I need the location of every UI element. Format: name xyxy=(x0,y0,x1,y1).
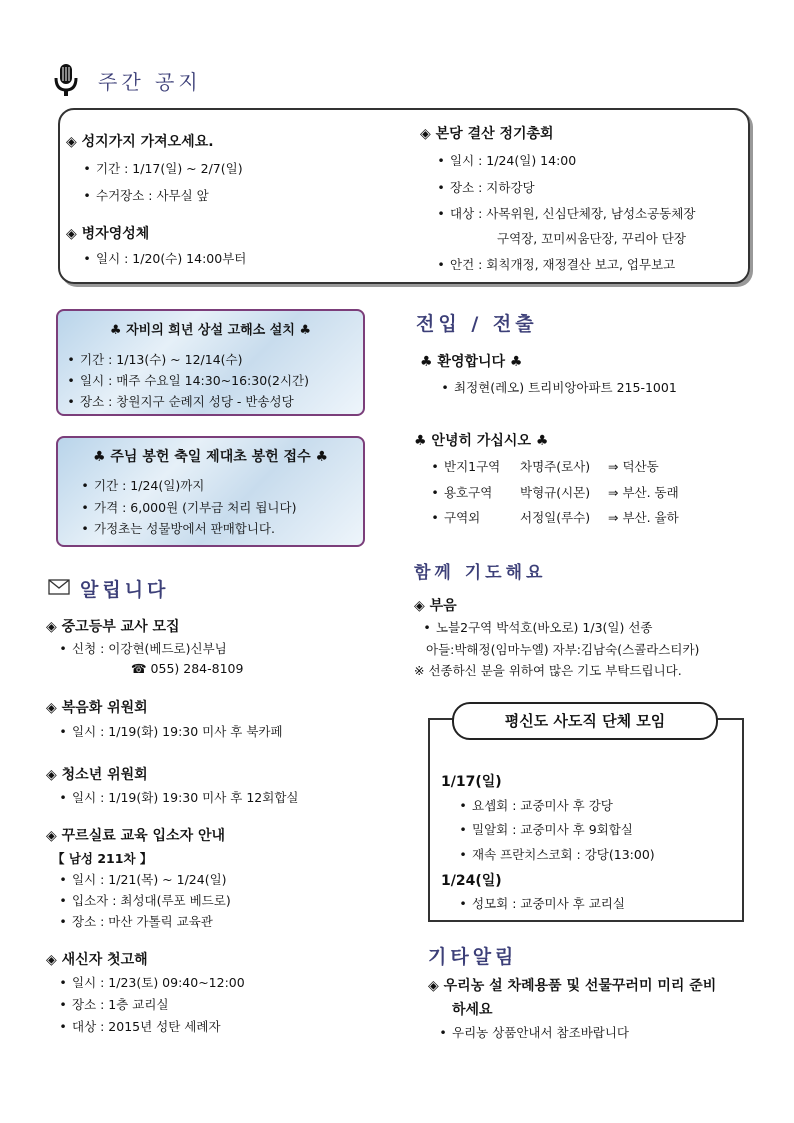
list-item: • 대상 : 2015년 성탄 세례자 xyxy=(59,1019,221,1034)
list-item: • 안건 : 회칙개정, 재정결산 보고, 업무보고 xyxy=(437,257,676,272)
list-item: • 장소 : 1층 교리실 xyxy=(59,997,169,1012)
list-item: • 일시 : 1/24(일) 14:00 xyxy=(437,153,577,168)
notice-head-assembly: ◈ 본당 결산 정기총회 xyxy=(420,126,554,142)
list-item: • 기간 : 1/17(일) ~ 2/7(일) xyxy=(83,161,243,176)
list-item: • 신청 : 이강현(베드로)신부님 xyxy=(59,641,227,656)
microphone-icon xyxy=(52,62,80,98)
group-date: 1/24(일) xyxy=(441,873,502,889)
candle-title: ♣ 주님 봉헌 축일 제대초 봉헌 접수 ♣ xyxy=(92,449,329,465)
table-row: • 반지1구역 차명주(로사) ⇒ 덕산동 xyxy=(431,459,659,474)
etc-head: ◈ 우리농 설 차례용품 및 선물꾸러미 미리 준비 xyxy=(428,978,717,994)
notice-head-teacher: ◈ 중고등부 교사 모집 xyxy=(46,619,180,635)
etc-head-continuation: 하세요 xyxy=(452,1002,493,1018)
welcome-head: ♣ 환영합니다 ♣ xyxy=(420,354,523,370)
transfer-title: 전입 / 전출 xyxy=(416,313,538,335)
list-item: • 장소 : 창원지구 순례지 성당 - 반송성당 xyxy=(67,394,294,409)
prayer-title: 함께 기도해요 xyxy=(414,563,547,583)
list-item: • 장소 : 지하강당 xyxy=(437,180,535,195)
farewell-head: ♣ 안녕히 가십시오 ♣ xyxy=(414,433,549,449)
cursillo-subtitle: 【 남성 211차 】 xyxy=(52,851,153,866)
list-item: • 밀알회 : 교중미사 후 9회합실 xyxy=(459,822,633,837)
weekly-notice-title: 주간 공지 xyxy=(98,70,202,94)
list-item: • 기간 : 1/13(수) ~ 12/14(수) xyxy=(67,352,243,367)
list-item-continuation: 구역장, 꼬미씨움단장, 꾸리아 단장 xyxy=(497,231,686,246)
list-item: • 노블2구역 박석호(바오로) 1/3(일) 선종 xyxy=(423,620,653,635)
list-item: • 일시 : 1/21(목) ~ 1/24(일) xyxy=(59,872,227,887)
list-item: • 가정초는 성물방에서 판매합니다. xyxy=(81,521,275,536)
list-item: • 가격 : 6,000원 (기부금 처리 됩니다) xyxy=(81,500,297,515)
confession-title: ♣ 자비의 희년 상설 고해소 설치 ♣ xyxy=(109,323,312,338)
notice-head-palm: ◈ 성지가지 가져오세요. xyxy=(66,134,214,150)
list-item: • 요셉회 : 교중미사 후 강당 xyxy=(459,798,613,813)
list-item: • 일시 : 1/19(화) 19:30 미사 후 북카페 xyxy=(59,724,283,739)
table-row: • 용호구역 박형규(시몬) ⇒ 부산. 동래 xyxy=(431,485,679,500)
list-item: • 우리농 상품안내서 참조바랍니다 xyxy=(439,1025,629,1040)
list-item: • 최정현(레오) 트리비앙아파트 215-1001 xyxy=(441,380,677,395)
notice-head-sick: ◈ 병자영성체 xyxy=(66,226,150,242)
group-date: 1/17(일) xyxy=(441,774,502,790)
obituary-request: ※ 선종하신 분을 위하여 많은 기도 부탁드립니다. xyxy=(414,663,682,678)
list-item: • 재속 프란치스코회 : 강당(13:00) xyxy=(459,847,655,862)
list-item: • 일시 : 1/23(토) 09:40~12:00 xyxy=(59,975,245,990)
groups-title: 평신도 사도직 단체 모임 xyxy=(452,702,718,740)
list-item: • 일시 : 1/19(화) 19:30 미사 후 12회합실 xyxy=(59,790,299,805)
list-item: • 일시 : 매주 수요일 14:30~16:30(2시간) xyxy=(67,373,310,388)
notice-head-cursillo: ◈ 꾸르실료 교육 입소자 안내 xyxy=(46,828,226,844)
list-item: • 성모회 : 교중미사 후 교리실 xyxy=(459,896,625,911)
notice-head-evangelization: ◈ 복음화 위원회 xyxy=(46,700,148,716)
obituary-family: 아들:박해정(임마누엘) 자부:김남숙(스콜라스티카) xyxy=(426,642,700,657)
list-item: • 장소 : 마산 가톨릭 교육관 xyxy=(59,914,213,929)
list-item: • 기간 : 1/24(일)까지 xyxy=(81,478,205,493)
list-item: • 수거장소 : 사무실 앞 xyxy=(83,188,209,203)
etc-title: 기타알림 xyxy=(428,946,518,968)
notice-head-youth: ◈ 청소년 위원회 xyxy=(46,767,148,783)
table-row: • 구역외 서정일(루수) ⇒ 부산. 율하 xyxy=(431,510,679,525)
envelope-icon xyxy=(48,579,70,595)
list-item: • 일시 : 1/20(수) 14:00부터 xyxy=(83,251,247,266)
list-item: • 대상 : 사목위원, 신심단체장, 남성소공동체장 xyxy=(437,206,696,221)
list-item: • 입소자 : 최성대(루포 베드로) xyxy=(59,893,231,908)
notice-head-neophyte: ◈ 새신자 첫고해 xyxy=(46,952,148,968)
announcements-title: 알립니다 xyxy=(80,579,170,601)
obituary-head: ◈ 부음 xyxy=(414,598,457,614)
phone-number: ☎ 055) 284-8109 xyxy=(131,661,244,676)
